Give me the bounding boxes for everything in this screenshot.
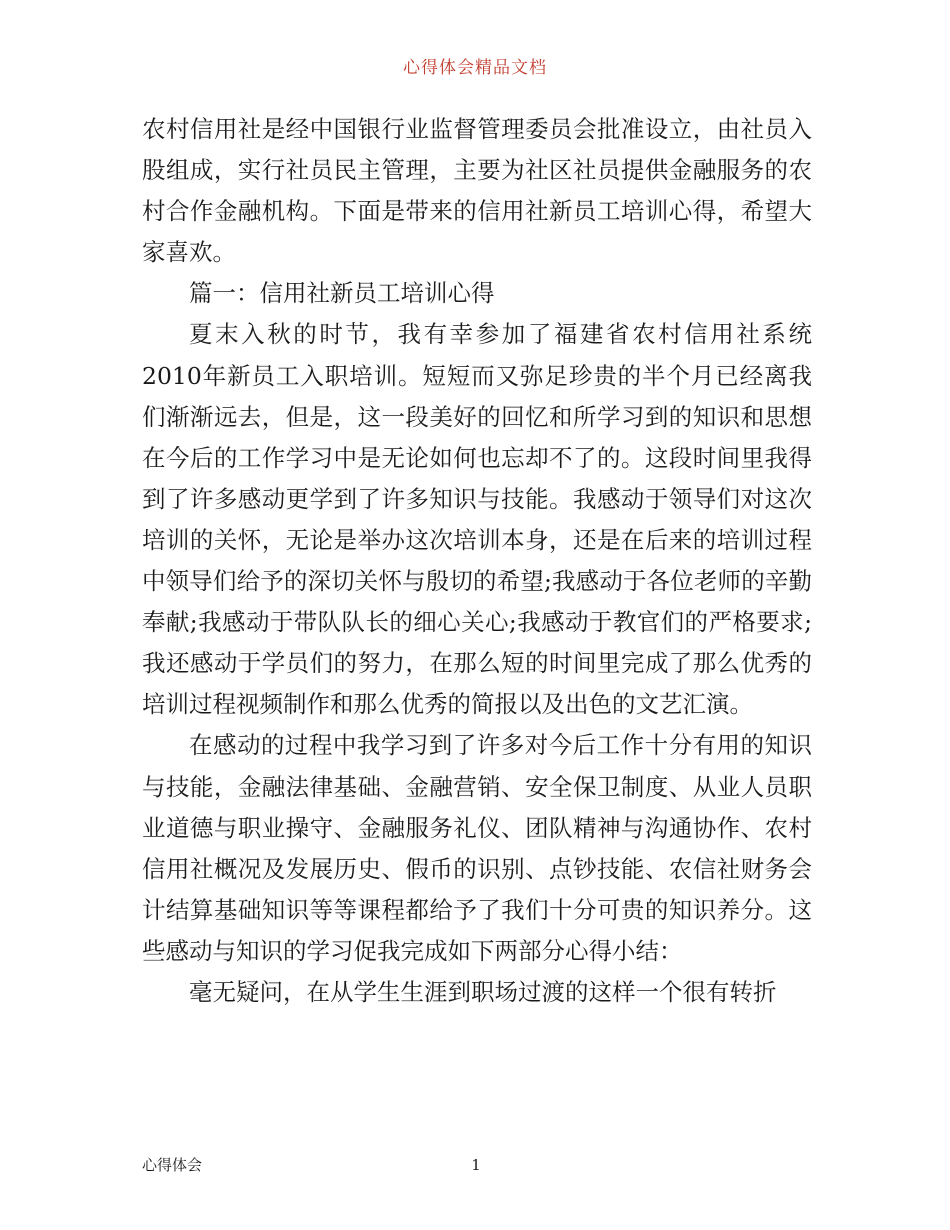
page-header-title: 心得体会精品文档 bbox=[403, 58, 547, 78]
body-paragraph: 夏末入秋的时节，我有幸参加了福建省农村信用社系统2010年新员工入职培训。短短而又弥足珍贵的半个月已经离我们渐渐远去，但是，这一段美好的回忆和所学习到的知识和思想在今后的工作学习中是无论如何也忘却不了的。这段时间里我得到了许多感动更学到了许多知识与技能。我感动于领导们对这次培训的关怀，无论是举办这次培训本身，还是在后来的培训过程中领导们给予的深切关怀与殷切的希望;我感动于各位老师的辛勤奉献;我感动于带队队长的细心关心;我感动于教官们的严格要求;我还感动于学员们的努力，在那么短的时间里完成了那么优秀的培训过程视频制作和那么优秀的简报以及出色的文艺汇演。 bbox=[142, 320, 812, 719]
footer-label: 心得体会 bbox=[142, 1156, 203, 1174]
intro-paragraph: 农村信用社是经中国银行业监督管理委员会批准设立，由社员入股组成，实行社员民主管理，主要为社区社员提供金融服务的农村合作金融机构。下面是带来的信用社新员工培训心得，希望大家喜欢。 bbox=[142, 115, 812, 267]
section-heading: 篇一：信用社新员工培训心得 bbox=[189, 279, 495, 308]
body-paragraph: 在感动的过程中我学习到了许多对今后工作十分有用的知识与技能，金融法律基础、金融营销、安全保卫制度、从业人员职业道德与职业操守、金融服务礼仪、团队精神与沟通协作、农村信用社概况及发展历史、假币的识别、点钞技能、农信社财务会计结算基础知识等等课程都给予了我们十分可贵的知识养分。这些感动与知识的学习促我完成如下两部分心得小结： bbox=[142, 731, 812, 965]
document-body bbox=[142, 109, 812, 1013]
body-paragraph: 毫无疑问，在从学生生涯到职场过渡的这样一个很有转折 bbox=[189, 977, 777, 1006]
page-number: 1 bbox=[471, 1156, 481, 1174]
